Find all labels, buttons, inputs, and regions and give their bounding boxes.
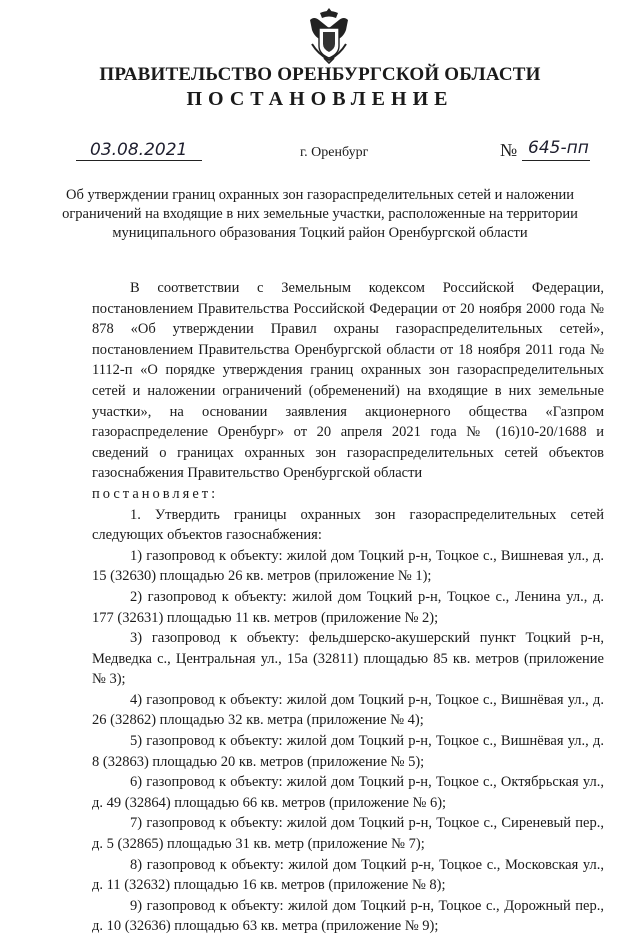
list-item: 2) газопровод к объекту: жилой дом Тоцкий р-н, Тоцкое с., Ленина ул., д. 177 (32631) площадью 11 кв. метров (приложение № 2);	[92, 588, 604, 626]
document-date: 03.08.2021	[90, 140, 188, 160]
list-item: 9) газопровод к объекту: жилой дом Тоцкий р-н, Тоцкое с., Дорожный пер., д. 10 (32636) площадью 63 кв. метра (приложение № 9);	[92, 897, 604, 935]
government-title: ПРАВИТЕЛЬСТВО ОРЕНБУРГСКОЙ ОБЛАСТИ	[99, 64, 541, 85]
list-item: 5) газопровод к объекту: жилой дом Тоцкий р-н, Тоцкое с., Вишнёвая ул., д. 8 (32863) площадью 20 кв. метров (приложение № 5);	[92, 733, 604, 770]
list-item: 8) газопровод к объекту: жилой дом Тоцкий р-н, Тоцкое с., Московская ул., д. 11 (32632) площадью 16 кв. метров (приложение № 8);	[92, 856, 604, 894]
document-city: г. Оренбург	[300, 145, 369, 160]
list-item: 1) газопровод к объекту: жилой дом Тоцкий р-н, Тоцкое с., Вишневая ул., д. 15 (32630) площадью 26 кв. метров (приложение № 1);	[92, 547, 604, 585]
list-item: 3) газопровод к объекту: фельдшерско-акушерский пункт Тоцкий р-н, Медведка с., Центральная ул., 15а (32811) площадью 85 кв. метров (приложение № 3);	[92, 630, 604, 688]
list-item: 7) газопровод к объекту: жилой дом Тоцкий р-н, Тоцкое с., Сиреневый пер., д. 5 (32865) площадью 31 кв. метр (приложение № 7);	[92, 815, 604, 853]
number-underline	[522, 160, 590, 161]
number-prefix: №	[500, 140, 518, 160]
document-body	[92, 278, 604, 937]
resolves-word: постановляет:	[92, 485, 219, 502]
preamble-paragraph: В соответствии с Земельным кодексом Российской Федерации, постановлением Правительства Российской Федерации от 20 ноября 2000 года № 878 «Об утверждении Правил охраны газораспределительных сетей», постановлением Правительства Оренбургской области от 18 ноября 2011 года № 1112-п «О порядке утверждения границ охранных зон газораспределительных сетей и наложении ограничений (обременений) на входящие в них земельные участки», на основании заявления акционерного общества «Газпром газораспределение Оренбург» от 20 апреля 2021 года № (16)10-20/1688 и сведений о границах охранных зон газораспределительных сетей объектов газоснабжения Правительство Оренбургской области	[92, 280, 604, 482]
list-item: 4) газопровод к объекту: жилой дом Тоцкий р-н, Тоцкое с., Вишнёвая ул., д. 26 (32862) площадью 32 кв. метра (приложение № 4);	[92, 691, 604, 729]
document-subject: Об утверждении границ охранных зон газораспределительных сетей и наложении ограничений на входящие в них земельные участки, расположенные на территории муниципального образования Тоцкий район Оренбургской области	[62, 187, 578, 241]
document-type: ПОСТАНОВЛЕНИЕ	[186, 88, 454, 110]
date-underline	[76, 160, 202, 161]
list-item: 6) газопровод к объекту: жилой дом Тоцкий р-н, Тоцкое с., Октябрьская ул., д. 49 (32864) площадью 66 кв. метров (приложение № 6);	[92, 774, 604, 811]
coat-of-arms-icon	[306, 6, 352, 64]
clause-paragraph: 1. Утвердить границы охранных зон газораспределительных сетей следующих объектов газоснабжения:	[92, 506, 604, 544]
document-number: 645-пп	[528, 138, 589, 158]
